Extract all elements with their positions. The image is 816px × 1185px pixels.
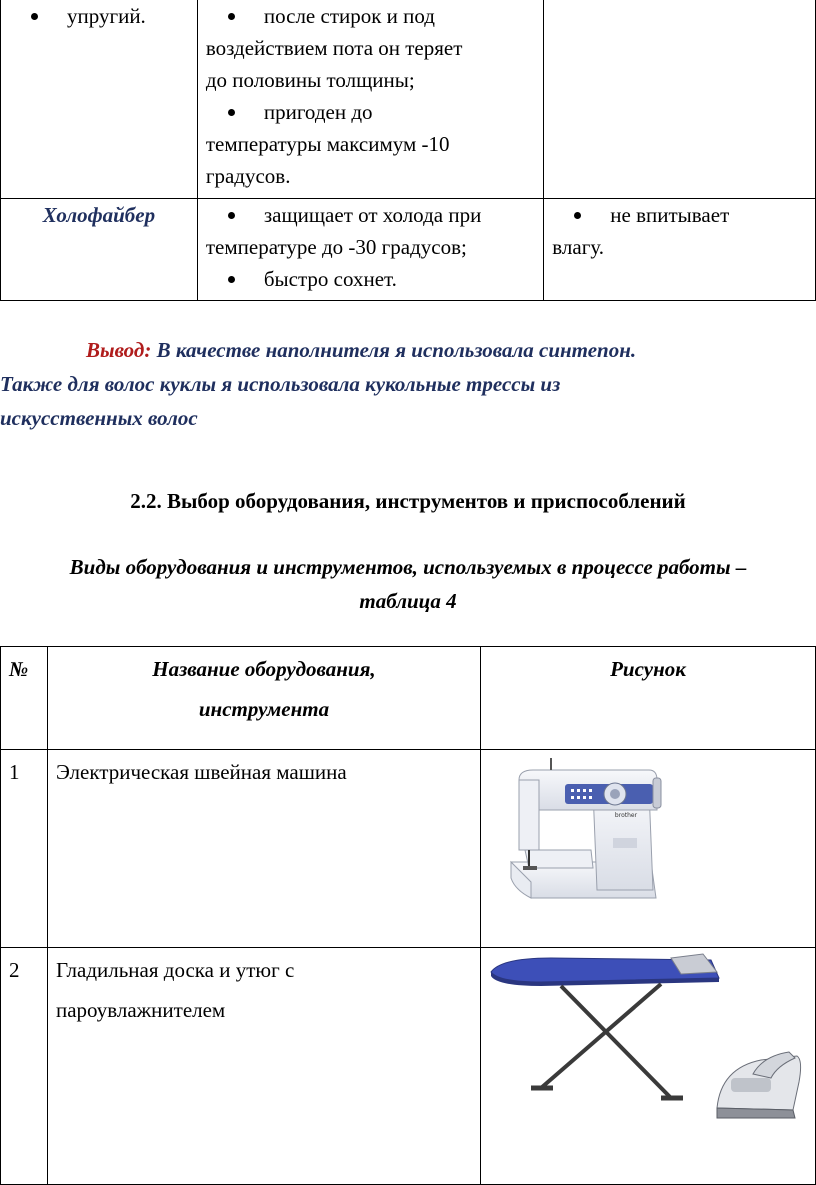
equipment-table [0,646,816,1185]
sewing-machine-image [481,750,814,934]
ironing-board-and-iron-image [481,948,814,1171]
equipment-name: Электрическая швейная машина [47,750,480,948]
properties-table [0,0,816,301]
column-header-picture: Рисунок [480,647,815,750]
column-header-number: № [1,647,48,750]
list-item: после стирок и под [206,0,535,32]
list-item: защищает от холода при [206,199,535,231]
material-name: Холофайбер [1,198,198,300]
conclusion-label: Вывод: [86,338,152,362]
table-header-row [1,647,816,750]
table-cell: не впитывает влагу. [544,198,816,300]
list-item: не впитывает [552,199,807,231]
list-item: упругий. [9,0,189,32]
equipment-picture-cell [480,948,815,1185]
table-cell [544,0,816,198]
table-row [1,198,816,300]
table-row [1,0,816,198]
column-header-name: Название оборудования, инструмента [47,647,480,750]
equipment-name: Гладильная доска и утюг с пароувлажнителем [47,948,480,1185]
table-cell: защищает от холода при температуре до -30 градусов; быстро сохнет. [197,198,543,300]
table-cell: после стирок и под воздействием пота он теряет до половины толщины; пригоден до температуры максимум -10 градусов. [197,0,543,198]
row-number: 1 [1,750,48,948]
row-number: 2 [1,948,48,1185]
list-item: пригоден до [206,96,535,128]
table-caption: Виды оборудования и инструментов, используемых в процессе работы – таблица 4 [69,555,747,613]
equipment-picture-cell [480,750,815,948]
table-row [1,750,816,948]
section-heading: 2.2. Выбор оборудования, инструментов и приспособлений [130,489,686,513]
svg-text:brother: brother [614,812,638,819]
table-row [1,948,816,1185]
list-item: быстро сохнет. [206,263,535,295]
conclusion: Вывод: В качестве наполнителя я использовала синтепон. Также для волос куклы я использовала кукольные трессы из искусственных волос [0,338,637,430]
table-cell [1,0,198,198]
